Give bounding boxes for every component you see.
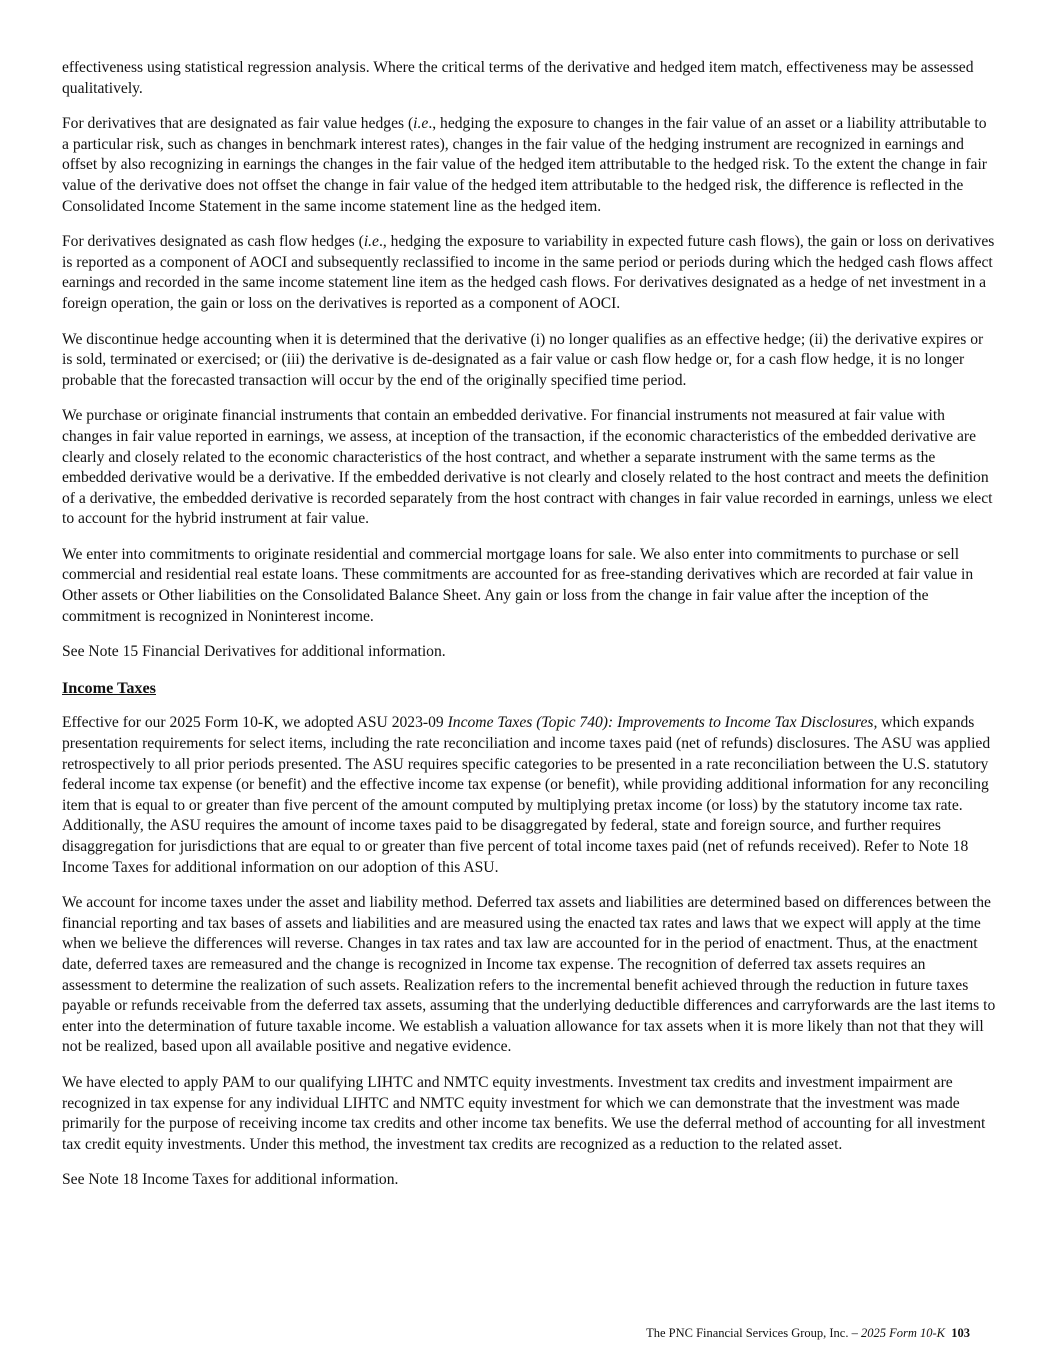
paragraph-see-note-18: See Note 18 Income Taxes for additional information.: [62, 1171, 399, 1189]
paragraph-discontinue-hedge: We discontinue hedge accounting when it is determined that the derivative (i) no longer qualifies as an effective hedge; (ii) the derivative expires or is sold, terminated or exercised; or (iii) the derivative is de-designated as a fair value or cash flow hedge or, for a cash flow hedge, it is no longer probable that the forecasted transaction will occur by the end of the originally specified time period.: [62, 330, 984, 389]
text-run: ., hedging the exposure to changes in the fair value of an asset or a liability attributable to a particular risk, such as changes in benchmark interest rates), changes in the fair value of the hedging instrument are recognized in earnings and offset by also recognizing in earnings the changes in the fair value of the hedged item attributable to the hedged risk. To the extent the change in fair value of the derivative does not offset the change in fair value of the hedged item attributable to the hedged risk, the difference is reflected in the Consolidated Income Statement in the same income statement line as the hedged item.: [62, 115, 987, 215]
italic-abbreviation: i.e: [413, 115, 429, 133]
section-heading-income-taxes: Income Taxes: [62, 678, 156, 697]
footer-form: 2025 Form 10-K: [860, 1326, 945, 1340]
document-body: [62, 58, 996, 1206]
paragraph-fair-value-hedges: [62, 114, 996, 217]
text-run: For derivatives designated as cash flow hedges (: [62, 233, 364, 251]
paragraph-mortgage-commitments: We enter into commitments to originate residential and commercial mortgage loans for sale. We also enter into commitments to purchase or sell commercial and residential real estate loans. These commitments are accounted for as free-standing derivatives which are recorded at fair value in Other assets or Other liabilities on the Consolidated Balance Sheet. Any gain or loss from the change in fair value after the inception of the commitment is recognized in Noninterest income.: [62, 545, 974, 625]
footer-company: The PNC Financial Services Group, Inc. –: [646, 1326, 861, 1340]
text-run: Effective for our 2025 Form 10-K, we adopted ASU 2023-09: [62, 714, 448, 732]
paragraph-embedded-derivative: We purchase or originate financial instruments that contain an embedded derivative. For financial instruments not measured at fair value with changes in fair value reported in earnings, we assess, at inception of the transaction, if the economic characteristics of the embedded derivative are clearly and closely related to the economic characteristics of the host contract, and whether a separate instrument with the same terms as the embedded derivative would be a derivative. If the embedded derivative is not clearly and closely related to the host contract and meets the definition of a derivative, the embedded derivative is recorded separately from the host contract with changes in fair value recorded in earnings, unless we elect to account for the hybrid instrument at fair value.: [62, 407, 993, 528]
paragraph-cash-flow-hedges: [62, 232, 996, 314]
text-run: ., hedging the exposure to variability in expected future cash flows), the gain or loss on derivatives is reported as a component of AOCI and subsequently reclassified to income in the same period or periods during which the hedged cash flows affect earnings and recorded in the same income statement line item as the hedged cash flows. For derivatives designated as a hedge of net investment in a foreign operation, the gain or loss on the derivatives is reported as a component of AOCI.: [62, 233, 995, 312]
text-run: which expands presentation requirements for select items, including the rate reconciliation and income taxes paid (net of refunds) disclosures. The ASU was applied retrospectively to all prior periods presented. The ASU requires specific categories to be presented in a rate reconciliation between the U.S. statutory federal income tax expense (or benefit) and the effective income tax expense (or benefit), while providing additional information for any reconciling item that is equal to or greater than five percent of the amount computed by multiplying pretax income (or loss) by the statutory income tax rate. Additionally, the ASU requires the amount of income taxes paid to be disaggregated by federal, state and foreign source, and further requires disaggregation for jurisdictions that are equal to or greater than five percent of total income taxes paid (net of refunds received). Refer to Note 18 Income Taxes for additional information on our adoption of this ASU.: [62, 714, 991, 876]
text-run: For derivatives that are designated as fair value hedges (: [62, 115, 414, 133]
page-number: 103: [951, 1326, 970, 1340]
paragraph-asu-adoption: [62, 713, 996, 878]
italic-abbreviation: i.e: [363, 233, 379, 251]
paragraph-asset-liability-method: We account for income taxes under the asset and liability method. Deferred tax assets and liabilities are determined based on differences between the financial reporting and tax bases of assets and liabilities and are measured using the enacted tax rates and laws that we expect will apply at the time when we believe the differences will reverse. Changes in tax rates and tax law are accounted for in the period of enactment. Thus, at the enactment date, deferred taxes are remeasured and the change is recognized in Income tax expense. The recognition of deferred tax assets requires an assessment to determine the realization of such assets. Realization refers to the incremental benefit achieved through the reduction in future taxes payable or refunds receivable from the deferred tax assets, assuming that the underlying deductible differences and carryforwards are the last items to enter into the determination of future taxable income. We establish a valuation allowance for tax assets when it is more likely than not that they will not be realized, based upon all available positive and negative evidence.: [62, 894, 996, 1056]
paragraph-hedge-effectiveness: effectiveness using statistical regression analysis. Where the critical terms of the derivative and hedged item match, effectiveness may be assessed qualitatively.: [62, 59, 974, 97]
italic-title: Income Taxes (Topic 740): Improvements to Income Tax Disclosures,: [447, 714, 878, 732]
paragraph-pam-election: We have elected to apply PAM to our qualifying LIHTC and NMTC equity investments. Investment tax credits and investment impairment are recognized in tax expense for any individual LIHTC and NMTC equity investment for which we can demonstrate that the investment was made primarily for the purpose of receiving income tax credits and other income tax benefits. We use the deferral method of accounting for all investment tax credit equity investments. Under this method, the investment tax credits are recognized as a reduction to the related asset.: [62, 1073, 986, 1153]
paragraph-see-note-15: See Note 15 Financial Derivatives for additional information.: [62, 643, 446, 661]
page-footer: [646, 1326, 970, 1341]
